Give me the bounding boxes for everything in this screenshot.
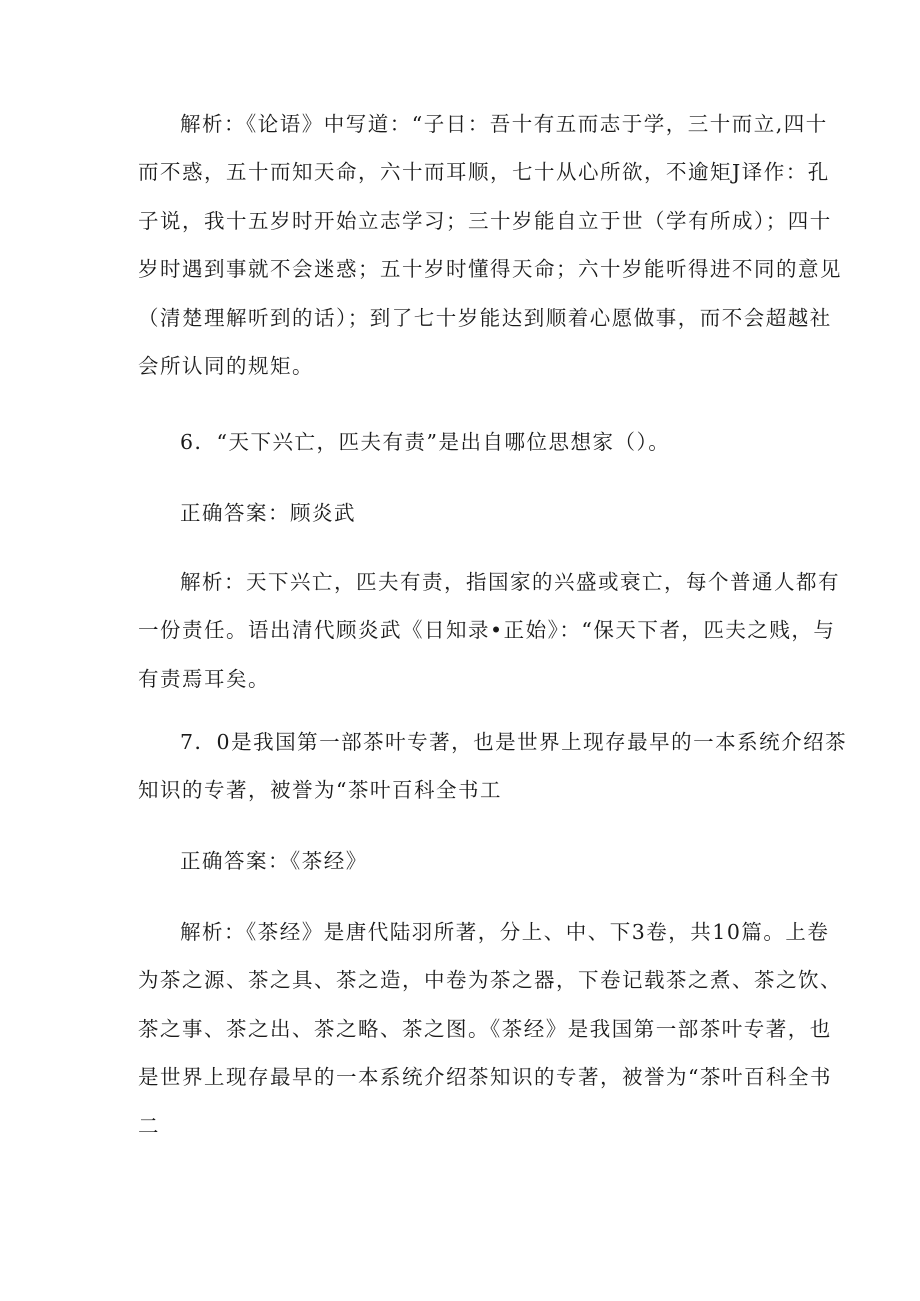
question-text: 6．“天下兴亡，匹夫有责”是出自哪位思想家（）。 — [180, 430, 671, 454]
answer-6 — [138, 489, 790, 537]
question-6 — [138, 418, 790, 466]
text-line: 解析：《茶经》是唐代陆羽所著，分上、中、下3卷，共10篇。上卷 — [180, 920, 830, 944]
text-line: （清楚理解听到的话）；到了七十岁能达到顺着心愿做事，而不会超越社 — [138, 305, 832, 330]
text-line: 子说，我十五岁时开始立志学习；三十岁能自立于世（学有所成）；四十 — [138, 208, 832, 233]
answer-7 — [138, 837, 790, 885]
analysis-paragraph-7 — [138, 908, 842, 1150]
text-line: 会所认同的规矩。 — [138, 354, 314, 379]
text-line: 解析：《论语》中写道：“子日：吾十有五而志于学，三十而立,四十 — [180, 112, 828, 136]
answer-text: 正确答案：《茶经》 — [180, 849, 368, 873]
text-line: 是世界上现存最早的一本系统介绍茶知识的专著，被誉为“茶叶百科全书 — [138, 1065, 832, 1090]
text-line: 而不惑，五十而知天命，六十而耳顺，七十从心所欲，不逾矩J译作：孔 — [138, 160, 830, 185]
text-line: 茶之事、茶之出、茶之略、茶之图。《茶经》是我国第一部茶叶专著，也 — [138, 1016, 832, 1041]
text-line: 二 — [138, 1113, 160, 1138]
text-line: 为茶之源、茶之具、茶之造，中卷为茶之器，下卷记载茶之煮、茶之饮、 — [138, 968, 842, 993]
analysis-paragraph-5 — [138, 100, 842, 390]
answer-text: 正确答案：顾炎武 — [180, 501, 356, 525]
text-line: 解析：天下兴亡，匹夫有责，指国家的兴盛或衰亡，每个普通人都有 — [180, 570, 840, 594]
question-text: 7．0是我国第一部茶叶专著，也是世界上现存最早的一本系统介绍茶 — [180, 730, 848, 754]
text-line: 岁时遇到事就不会迷惑；五十岁时懂得天命；六十岁能听得进不同的意见 — [138, 257, 842, 282]
analysis-paragraph-6 — [138, 558, 840, 703]
text-line: 有责焉耳矣。 — [138, 666, 270, 691]
question-7 — [138, 718, 848, 815]
text-line: 一份责任。语出清代顾炎武《日知录•正始》：“保天下者，匹夫之贱，与 — [138, 618, 836, 643]
question-text: 知识的专著，被誉为“茶叶百科全书工 — [138, 778, 502, 803]
